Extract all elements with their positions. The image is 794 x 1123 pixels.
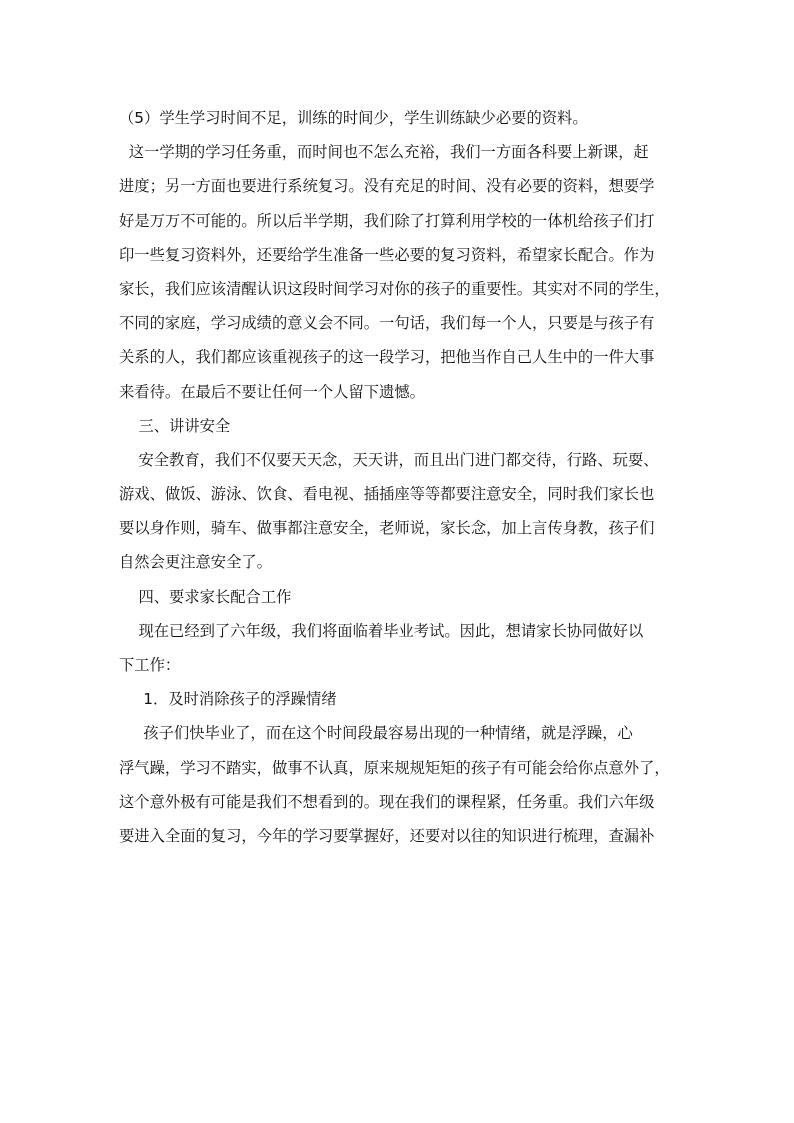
text-line: （5）学生学习时间不足，训练的时间少，学生训练缺少必要的资料。 [119,109,588,127]
text-line: 孩子们快毕业了，而在这个时间段最容易出现的一种情绪，就是浮躁，心 [119,724,633,743]
text-line: 安全教育，我们不仅要天天念，天天讲，而且出门进门都交待，行路、玩耍、 [119,450,659,469]
text-line: 现在已经到了六年级，我们将面临着毕业考试。因此，想请家长协同做好以 [119,621,644,640]
section-heading: 三、讲讲安全 [119,416,231,435]
text-line: 这一学期的学习任务重，而时间也不怎么充裕，我们一方面各科要上新课，赶 [119,143,649,162]
text-line: 要进入全面的复习，今年的学习要掌握好，还要对以往的知识进行梳理，查漏补 [119,826,655,845]
text-line: 自然会更注意安全了。 [119,553,272,572]
text-line: 进度；另一方面也要进行系统复习。没有充足的时间、没有必要的资料，想要学 [119,177,655,196]
text-line: 家长，我们应该清醒认识这段时间学习对你的孩子的重要性。其实对不同的学生， [119,279,670,298]
text-line: 印一些复习资料外，还要给学生准备一些必要的复习资料，希望家长配合。作为 [119,245,655,264]
text-line: 这个意外极有可能是我们不想看到的。现在我们的课程紧，任务重。我们六年级 [119,792,655,811]
text-line: 好是万万不可能的。所以后半学期，我们除了打算利用学校的一体机给孩子们打 [119,211,655,230]
body-text [119,101,679,853]
text-line: 下工作： [119,656,181,674]
text-line: 游戏、做饭、游泳、饮食、看电视、插插座等等都要注意安全，同时我们家长也 [119,485,655,504]
text-line: 来看待。在最后不要让任何一个人留下遗憾。 [119,382,425,401]
subsection-heading: 1．及时消除孩子的浮躁情绪 [119,690,337,709]
text-line: 浮气躁，学习不踏实，做事不认真，原来规规矩矩的孩子有可能会给你点意外了， [119,758,670,777]
section-heading: 四、要求家长配合工作 [119,587,292,606]
text-line: 关系的人，我们都应该重视孩子的这一段学习，把他当作自己人生中的一件大事 [119,348,655,367]
text-line: 要以身作则，骑车、做事都注意安全，老师说，家长念，加上言传身教，孩子们 [119,519,655,538]
text-line: 不同的家庭，学习成绩的意义会不同。一句话，我们每一个人，只要是与孩子有 [119,314,655,333]
